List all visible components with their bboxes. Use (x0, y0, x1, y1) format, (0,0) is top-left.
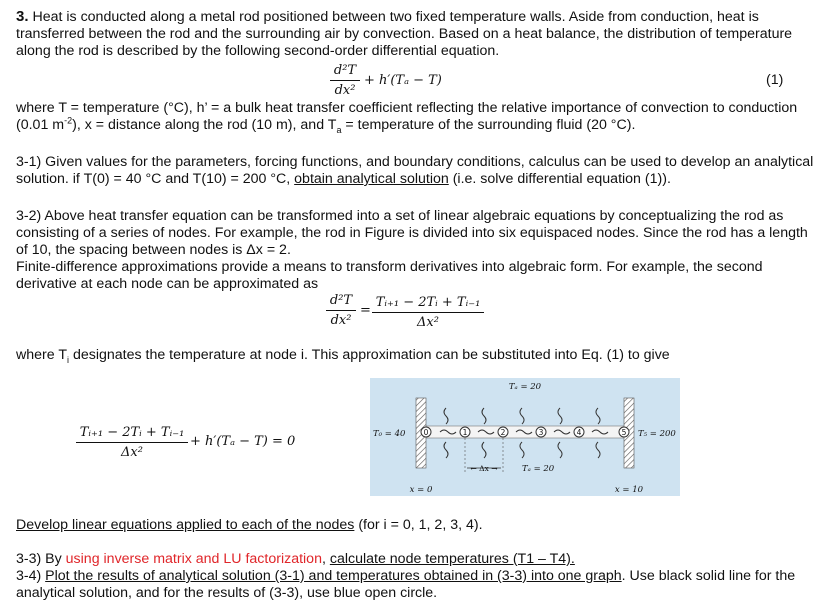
eq3-rest: + h′(Tₐ − T) = 0 (190, 434, 296, 449)
eq2-equals: = (360, 303, 371, 318)
problem-intro-text: Heat is conducted along a metal rod positioned between two fixed temperature walls. Aside from conduction, heat is transferred between the rod and the surrounding air by convection. Based on a heat balance, the distribution of temperature along the rod is described by the following second-order differential equation. (16, 9, 793, 59)
t5-label: T₅ = 200 (638, 429, 676, 439)
t0-label: T₀ = 40 (373, 429, 406, 439)
eq1-denominator: dx² (334, 83, 356, 98)
part2-task (16, 517, 816, 534)
node-label-2: 2 (500, 428, 506, 437)
part3-prefix: 3-3) By (16, 551, 66, 567)
x0-label: x = 0 (409, 485, 433, 495)
where-sub: a (336, 124, 342, 135)
node-label-5: 5 (621, 428, 627, 437)
part-3-1 (16, 154, 816, 188)
eq2-lhs-denominator: dx² (330, 313, 352, 328)
part4-rest: . Use black solid line for the analytical solution, and for the results of (3-3), use blue open circle. (16, 568, 796, 601)
node-label-3: 3 (538, 428, 544, 437)
node-label-0: 0 (423, 428, 429, 437)
dx-label: ← Δx → (470, 464, 498, 473)
where-sup: -2 (64, 115, 73, 126)
problem-intro (16, 8, 816, 60)
part2-paragraph-b: Finite-difference approximations provide a means to transform derivatives into algebraic form. For example, the second derivative at each node can be approximated as (16, 259, 763, 292)
part1-text-a: 3-1) Given values for the parameters, forcing functions, and boundary conditions, calculus can be used to develop an analytical solution. if T(0) = 40 °C and T(10) = 200 °C, (16, 154, 814, 187)
node-label-1: 1 (462, 428, 468, 437)
eq2-lhs-numerator: d²T (329, 293, 353, 308)
where2-sub: i (67, 354, 69, 365)
where-text-c: = temperature of the surrounding fluid (20 °C). (341, 117, 636, 133)
part4-underlined: Plot the results of analytical solution (3-1) and temperatures obtained in (3-3) into one graph (45, 568, 622, 584)
problem-number: 3. (16, 8, 29, 25)
part2-paragraph-a: 3-2) Above heat transfer equation can be transformed into a set of linear algebraic equations by conceptualizing the rod as consisting of a series of nodes. For example, the rod in Figure is divided into six equispaced nodes. Since the rod has a length of 10, the spacing between nodes is Δx = 2. (16, 208, 808, 258)
where-text-a: where T = temperature (°C), h’ = a bulk heat transfer coefficient reflecting the relative importance of convection to conduction (0.01 m (16, 100, 798, 133)
where2-b: designates the temperature at node i. This approximation can be substituted into Eq. (1) to give (69, 347, 670, 363)
ta-top-label: Tₐ = 20 (508, 382, 542, 392)
eq1-rest: + h′(Tₐ − T) (364, 73, 442, 88)
x10-label: x = 10 (614, 485, 644, 495)
node-label-4: 4 (576, 428, 582, 437)
where2-a: where T (16, 347, 67, 363)
eq3-numerator: Tᵢ₊₁ − 2Tᵢ + Tᵢ₋₁ (79, 425, 185, 440)
eq2-rhs-fraction (372, 294, 484, 331)
part-3-4 (16, 568, 816, 602)
part1-text-b: (i.e. solve differential equation (1)). (448, 171, 671, 187)
part1-underlined: obtain analytical solution (294, 171, 449, 187)
part-3-2 (16, 208, 816, 293)
eq2-rhs-denominator: Δx² (417, 315, 439, 330)
eq1-label: (1) (766, 72, 784, 88)
eq3-fraction (76, 424, 188, 461)
eq3-denominator: Δx² (121, 445, 143, 460)
rod-diagram (370, 378, 680, 496)
part3-red-text: using inverse matrix and LU factorization (65, 551, 322, 567)
part4-prefix: 3-4) (16, 568, 46, 584)
where-text-b: ), x = distance along the rod (10 m), and T (72, 117, 337, 133)
ta-bottom-label: Tₐ = 20 (522, 464, 555, 474)
eq1-fraction (330, 62, 360, 99)
part3-underlined: calculate node temperatures (T1 – T4). (329, 551, 575, 567)
where-ti (16, 347, 816, 364)
rod-figure (370, 378, 680, 496)
convection-arrows-top (444, 408, 600, 424)
part2-task-rest: (for i = 0, 1, 2, 3, 4). (354, 517, 483, 533)
part-3-3 (16, 551, 816, 568)
where-definitions (16, 100, 816, 134)
eq2-lhs-fraction (326, 292, 356, 329)
part2-task-underlined: Develop linear equations applied to each of the nodes (16, 517, 355, 533)
eq2-rhs-numerator: Tᵢ₊₁ − 2Tᵢ + Tᵢ₋₁ (375, 295, 481, 310)
part3-comma: , (321, 551, 330, 567)
eq1-numerator: d²T (333, 63, 357, 78)
convection-arrows-bottom (444, 442, 600, 458)
